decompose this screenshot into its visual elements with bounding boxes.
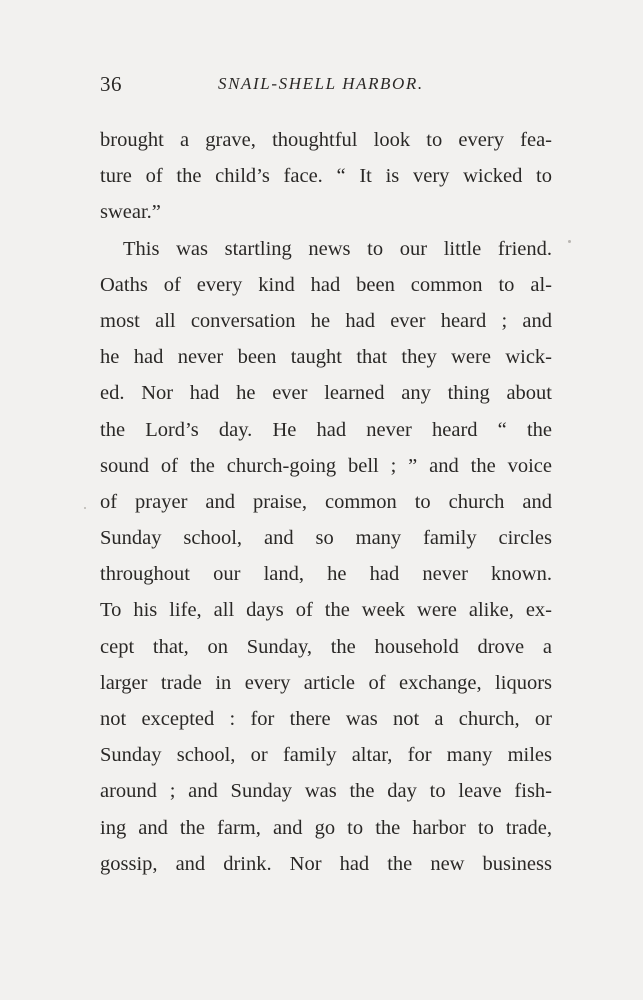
text-line: brought a grave, thoughtful look to every fea- <box>100 129 552 151</box>
text-line: throughout our land, he had never known. <box>100 563 552 586</box>
text-line: of prayer and praise, common to church and <box>100 490 552 513</box>
text-line: This was startling news to our little friend. <box>123 237 552 260</box>
text-line: larger trade in every article of exchange, liquors <box>100 671 552 694</box>
text-line: he had never been taught that they were wick- <box>100 346 552 369</box>
text-line: sound of the church-going bell ; ” and the voice <box>100 454 552 477</box>
text-line: the Lord’s day. He had never heard “ the <box>100 418 552 441</box>
text-line: not excepted : for there was not a church, or <box>100 708 552 730</box>
text-line: ing and the farm, and go to the harbor to trade, <box>100 816 552 839</box>
text-line: most all conversation he had ever heard ; and <box>100 309 552 332</box>
text-line: ed. Nor had he ever learned any thing about <box>100 382 552 405</box>
paper-speck <box>84 507 86 509</box>
running-head <box>100 72 552 100</box>
body-text <box>100 130 552 890</box>
paper-speck <box>568 240 571 243</box>
running-title: SNAIL-SHELL HARBOR. <box>218 74 424 93</box>
text-line: gossip, and drink. Nor had the new business <box>100 852 552 875</box>
text-line: around ; and Sunday was the day to leave fish- <box>100 780 552 803</box>
text-line: swear.” <box>100 201 161 224</box>
page-number: 36 <box>100 72 122 96</box>
text-line: Sunday school, or family altar, for many miles <box>100 744 552 767</box>
text-line: ture of the child’s face. “ It is very wicked to <box>100 165 552 188</box>
text-line: To his life, all days of the week were alike, ex- <box>100 599 552 622</box>
text-line: Oaths of every kind had been common to al- <box>100 273 552 296</box>
text-line: Sunday school, and so many family circles <box>100 527 552 550</box>
text-line: cept that, on Sunday, the household drove a <box>100 635 552 658</box>
